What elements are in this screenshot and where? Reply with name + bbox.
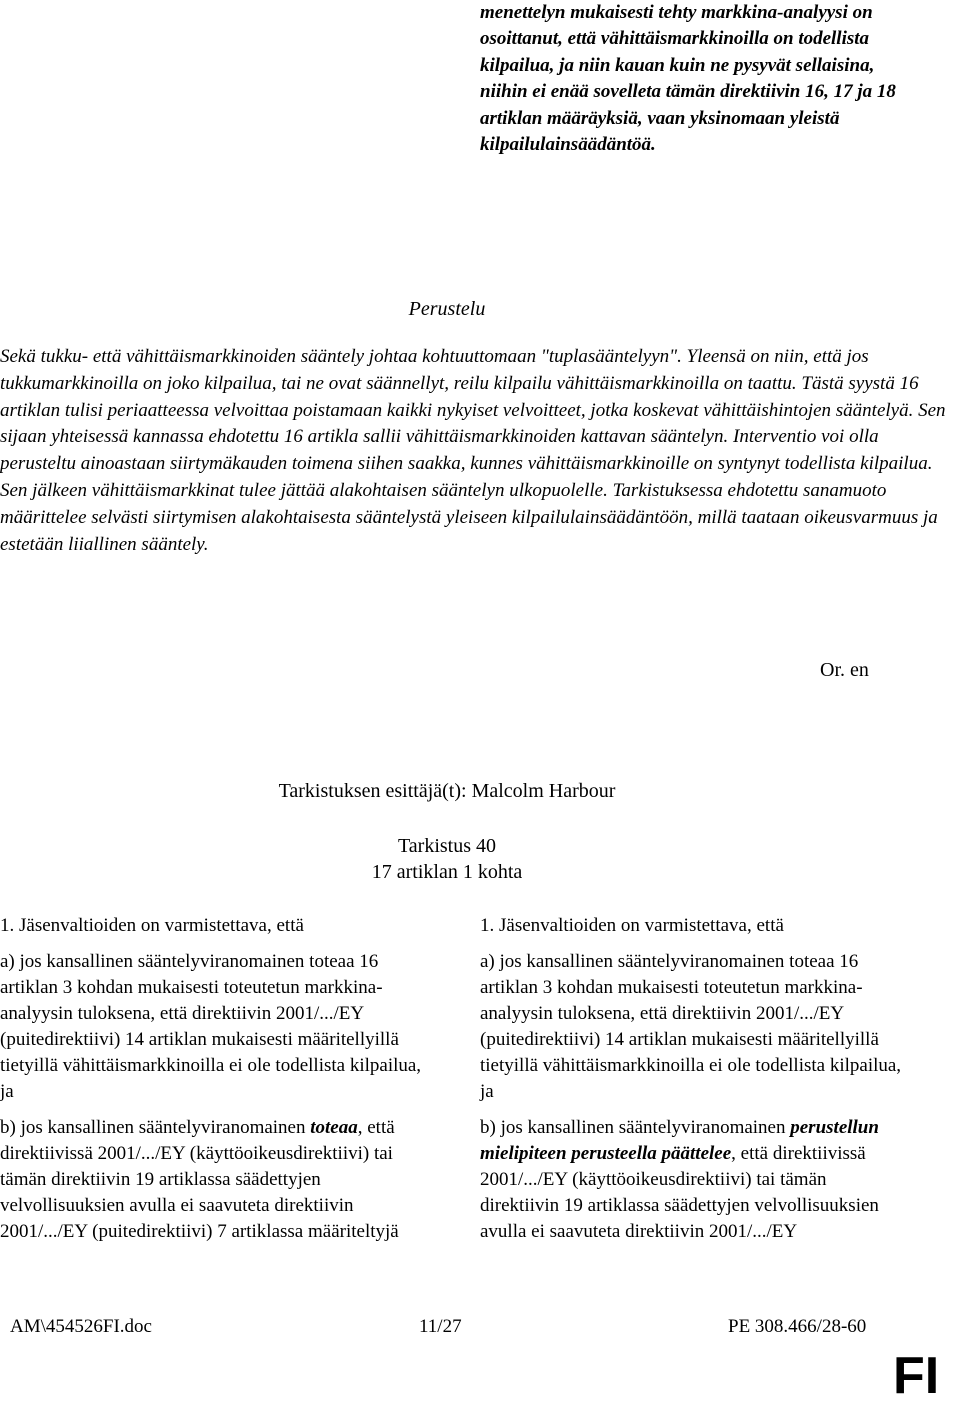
right-column-amended-text — [480, 913, 910, 1255]
footer-pe-reference: PE 308.466/28-60 — [728, 1316, 867, 1337]
footer-doc-id: AM\454526FI.doc — [10, 1316, 152, 1337]
amendment-continuation-text: menettelyn mukaisesti tehty markkina-analyysi on osoittanut, että vähittäismarkkinoilla on todellista kilpailua, ja niin kauan kuin ne pysyvät sellaisina, niihin ei enää sovelleta tämän direktiivin 16, 17 ja 18 artiklan määräyksiä, vaan yksinomaan yleistä kilpailulainsäädäntöä. — [480, 2, 896, 156]
left-column-original-text — [0, 913, 430, 1255]
justification-paragraph: Sekä tukku- että vähittäismarkkinoiden sääntely johtaa kohtuuttomaan "tuplasääntelyyn". Yleensä on niin, että jos tukkumarkkinoilla on joko kilpailua, tai ne ovat säännellyt, reilu kilpailu vähittäismarkkinoilla on taattu. Tästä syystä 16 artiklan tulisi periaatteessa velvoittaa poistamaan kaikki nykyiset velvoitteet, jotka koskevat vähittäishintojen sääntelyä. Sen sijaan yhteisessä kannassa ehdotettu 16 artikla sallii vähittäismarkkinoiden kattavan sääntelyn. Interventio voi olla perusteltu ainoastaan siirtymäkauden toimena siihen saakka, kunnes vähittäismarkkinoille on syntynyt todellista kilpailua. Sen jälkeen vähittäismarkkinat tulee jättää alakohtaisen sääntelyn ulkopuolelle. Tarkistuksessa ehdotettu sanamuoto määrittelee selvästi siirtymisen alakohtaisesta sääntelystä yleiseen kilpailulainsäädäntöön, millä taataan oikeusvarmuus ja estetään liiallinen sääntely. — [0, 346, 946, 555]
right-paragraph-1: 1. Jäsenvaltioiden on varmistettava, että — [480, 915, 784, 936]
left-p3-end: , että direktiivissä 2001/.../EY (käyttöoikeusdirektiivi) tai tämän direktiivin 19 artiklassa säädettyjen velvollisuuksien avulla ei saavuteta direktiivin 2001/.../EY (puitedirektiivi) 7 artiklassa määriteltyjä — [0, 1117, 399, 1242]
left-paragraph-1: 1. Jäsenvaltioiden on varmistettava, että — [0, 915, 304, 936]
amendment-header — [0, 833, 894, 885]
footer-page-number: 11/27 — [419, 1316, 462, 1337]
left-paragraph-3 — [0, 1115, 430, 1245]
right-p3-end: , että direktiivissä 2001/.../EY (käyttöoikeusdirektiivi) tai tämän direktiivin 19 artiklassa säädettyjen velvollisuuksien avulla ei saavuteta direktiivin 2001/.../EY — [480, 1143, 879, 1242]
justification-body — [0, 344, 958, 558]
amendment-number: Tarkistus 40 — [397, 835, 497, 857]
amendment-reference: 17 artiklan 1 kohta — [371, 861, 523, 883]
right-paragraph-2: a) jos kansallinen sääntelyviranomainen toteaa 16 artiklan 3 kohdan mukaisesti toteutetun markkina-analyysin tuloksena, että direktiivin 2001/.../EY (puitedirektiivi) 14 artiklan mukaisesti määritellyillä tietyillä vähittäismarkkinoilla ei ole todellista kilpailua, ja — [480, 951, 902, 1102]
justification-heading: Perustelu — [408, 298, 486, 320]
left-paragraph-2: a) jos kansallinen sääntelyviranomainen toteaa 16 artiklan 3 kohdan mukaisesti toteutetun markkina-analyysin tuloksena, että direktiivin 2001/.../EY (puitedirektiivi) 14 artiklan mukaisesti määritellyillä tietyillä vähittäismarkkinoilla ei ole todellista kilpailua, ja — [0, 951, 422, 1102]
amendment-author: Tarkistuksen esittäjä(t): Malcolm Harbour — [278, 780, 616, 802]
right-paragraph-3 — [480, 1115, 910, 1245]
right-p3-start: b) jos kansallinen sääntelyviranomainen — [480, 1117, 791, 1138]
language-mark: FI — [893, 1347, 940, 1405]
right-p3-emphasis: perustellun mielipiteen perusteella päättelee — [480, 1117, 879, 1164]
original-language: Or. en — [820, 659, 869, 681]
left-p3-emphasis: toteaa — [310, 1117, 358, 1138]
left-p3-start: b) jos kansallinen sääntelyviranomainen — [0, 1117, 311, 1138]
